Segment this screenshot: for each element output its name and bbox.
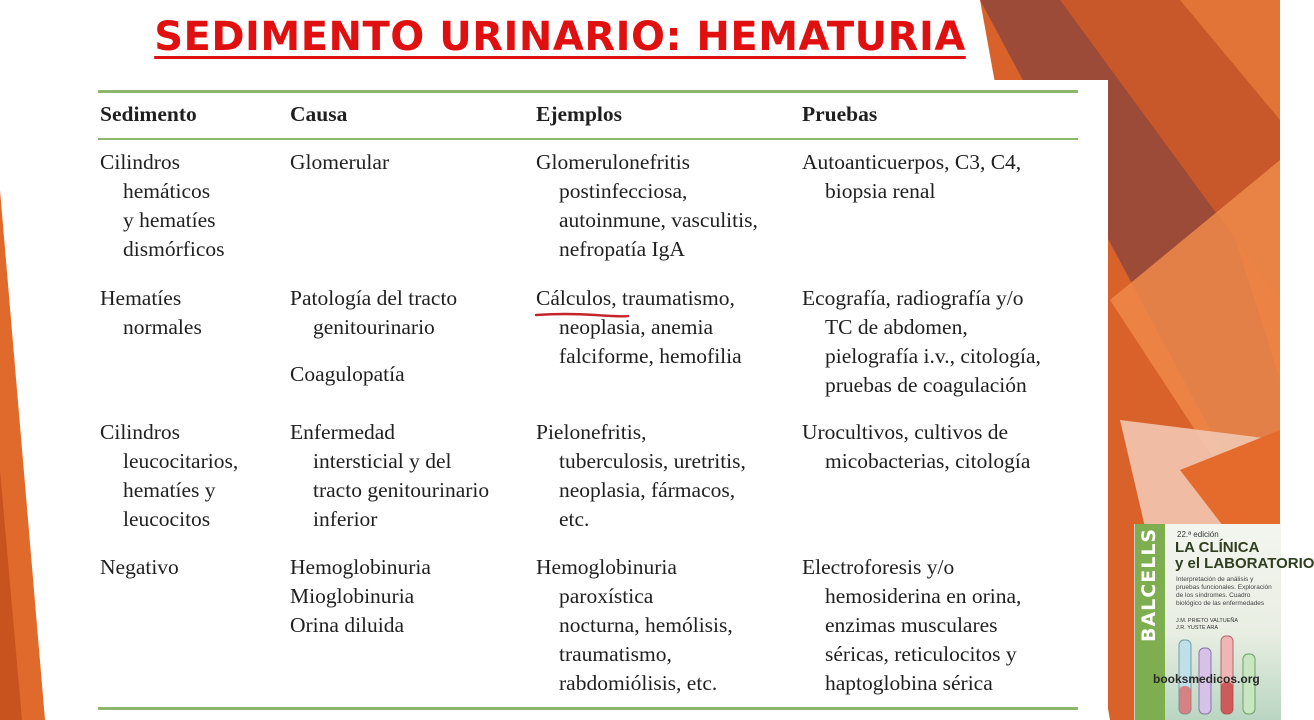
row1-ejemplos: Glomerulonefritis postinfecciosa, autoinmune, vasculitis, nefropatía IgA bbox=[536, 150, 758, 261]
row3-sedimento: Cilindros leucocitarios, hematíes y leucocitos bbox=[100, 420, 239, 531]
header-ejemplos: Ejemplos bbox=[536, 102, 622, 126]
book-edition: 22.ª edición bbox=[1177, 530, 1219, 539]
row2-causa-coagulopatia: Coagulopatía bbox=[290, 362, 405, 386]
header-sedimento: Sedimento bbox=[100, 102, 197, 126]
row2-ejemplos: Cálculos, traumatismo, neoplasia, anemia falciforme, hemofilia bbox=[536, 286, 742, 368]
book-cover-image bbox=[1134, 524, 1314, 720]
row2-sedimento: Hematíes normales bbox=[100, 286, 202, 339]
row3-causa: Enfermedad intersticial y del tracto genitourinario inferior bbox=[290, 420, 490, 531]
table-header-rule bbox=[98, 138, 1078, 140]
book-authors: J.M. PRIETO VALTUEÑA J.R. YUSTE ARA bbox=[1176, 618, 1239, 631]
row2-causa: Patología del tracto genitourinario bbox=[290, 286, 458, 339]
row4-ejemplos: Hemoglobinuria paroxística nocturna, hemólisis, traumatismo, rabdomiólisis, etc. bbox=[536, 555, 733, 695]
book-spine bbox=[1135, 524, 1165, 720]
row3-ejemplos: Pielonefritis, tuberculosis, uretritis, neoplasia, fármacos, etc. bbox=[536, 420, 746, 531]
row4-sedimento: Negativo bbox=[100, 555, 179, 579]
table-top-rule bbox=[98, 90, 1078, 93]
row1-sedimento: Cilindros hemáticos y hematíes dismórficos bbox=[100, 150, 225, 261]
slide-title: SEDIMENTO URINARIO: HEMATURIA bbox=[154, 14, 966, 60]
row4-pruebas: Electroforesis y/o hemosiderina en orina, enzimas musculares séricas, reticulocitos y haptoglobina sérica bbox=[802, 555, 1022, 695]
book-spine-text: BALCELLS bbox=[1138, 527, 1160, 642]
row2-pruebas: Ecografía, radiografía y/o TC de abdomen, pielografía i.v., citología, pruebas de coagulación bbox=[802, 286, 1041, 397]
hematuria-table bbox=[80, 80, 1108, 720]
row3-pruebas: Urocultivos, cultivos de micobacterias, citología bbox=[802, 420, 1031, 473]
book-subtitle: Interpretación de análisis y pruebas funcionales. Exploración de los síndromes. Cuadro biológico de las enfermedades bbox=[1176, 576, 1272, 607]
table-bottom-rule bbox=[98, 707, 1078, 710]
red-underline-mark bbox=[535, 312, 629, 318]
row4-causa: Hemoglobinuria Mioglobinuria Orina diluida bbox=[290, 555, 431, 637]
row1-pruebas: Autoanticuerpos, C3, C4, biopsia renal bbox=[802, 150, 1022, 203]
book-title-line1: LA CLÍNICA bbox=[1175, 539, 1260, 556]
book-title-line2: y el LABORATORIO bbox=[1175, 555, 1314, 572]
header-causa: Causa bbox=[290, 102, 348, 126]
header-pruebas: Pruebas bbox=[802, 102, 878, 126]
book-site-watermark: booksmedicos.org bbox=[1153, 672, 1260, 686]
row1-causa: Glomerular bbox=[290, 150, 390, 174]
